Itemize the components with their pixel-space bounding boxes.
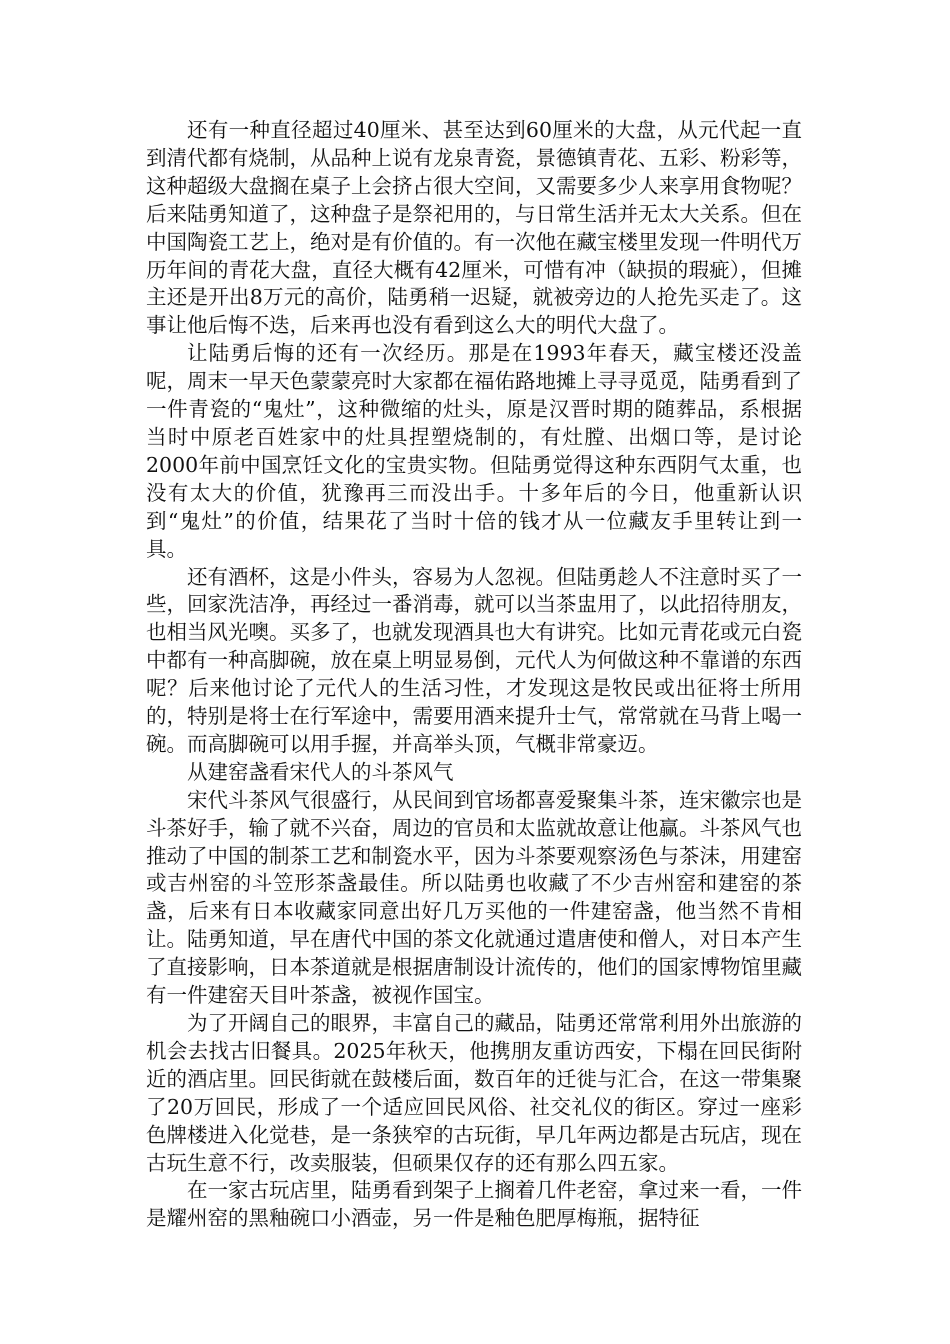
paragraph-xian-trip: 为了开阔自己的眼界，丰富自己的藏品，陆勇还常常利用外出旅游的机会去找古旧餐具。2025年秋天，他携朋友重访西安，下榻在回民街附近的酒店里。回民街就在鼓楼后面，数百年的迁徙与汇合，在这一带集聚了20万回民，形成了一个适应回民风俗、社交礼仪的街区。穿过一座彩色牌楼进入化觉巷，是一条狭窄的古玩街，早几年两边都是古玩店，现在古玩生意不行，改卖服装，但硕果仅存的还有那么四五家。 (146, 1011, 802, 1175)
section-heading: 从建窑盏看宋代人的斗茶风气 (187, 759, 454, 784)
paragraph-wine-cups: 还有酒杯，这是小件头，容易为人忽视。但陆勇趁人不注意时买了一些，回家洗洁净，再经过一番消毒，就可以当茶盅用了，以此招待朋友，也相当风光噢。买多了，也就发现酒具也大有讲究。比如元青花或元白瓷中都有一种高脚碗，放在桌上明显易倒，元代人为何做这种不靠谱的东西呢？后来他讨论了元代人的生活习性，才发现这是牧民或出征将士所用的，特别是将士在行军途中，需要用酒来提升士气，常常就在马背上喝一碗。而高脚碗可以用手握，并高举头顶，气概非常豪迈。 (146, 564, 802, 756)
paragraph-antique-shop: 在一家古玩店里，陆勇看到架子上搁着几件老窑，拿过来一看，一件是耀州窑的黑釉碗口小酒壶，另一件是釉色肥厚梅瓶，据特征 (146, 1178, 802, 1231)
paragraph-large-plates: 还有一种直径超过40厘米、甚至达到60厘米的大盘，从元代起一直到清代都有烧制，从品种上说有龙泉青瓷，景德镇青花、五彩、粉彩等，这种超级大盘搁在桌子上会挤占很大空间，又需要多少人来享用食物呢？后来陆勇知道了，这种盘子是祭祀用的，与日常生活并无太大关系。但在中国陶瓷工艺上，绝对是有价值的。有一次他在藏宝楼里发现一件明代万历年间的青花大盘，直径大概有42厘米，可惜有冲（缺损的瑕疵），但摊主还是开出8万元的高价，陆勇稍一迟疑，就被旁边的人抢先买走了。这事让他后悔不迭，后来再也没有看到这么大的明代大盘了。 (146, 118, 802, 338)
paragraph-ghost-stove: 让陆勇后悔的还有一次经历。那是在1993年春天，藏宝楼还没盖呢，周末一早天色蒙蒙亮时大家都在福佑路地摊上寻寻觅觅，陆勇看到了一件青瓷的“鬼灶”，这种微缩的灶头，原是汉晋时期的随葬品，系根据当时中原老百姓家中的灶具捏塑烧制的，有灶膛、出烟口等，是讨论2000年前中国烹饪文化的宝贵实物。但陆勇觉得这种东西阴气太重，也没有太大的价值，犹豫再三而没出手。十多年后的今日，他重新认识到“鬼灶”的价值，结果花了当时十倍的钱才从一位藏友手里转让到一具。 (146, 341, 802, 561)
document-body (146, 117, 802, 1233)
paragraph-tea-contest: 宋代斗茶风气很盛行，从民间到官场都喜爱聚集斗茶，连宋徽宗也是斗茶好手，输了就不兴奋，周边的官员和太监就故意让他赢。斗茶风气也推动了中国的制茶工艺和制瓷水平，因为斗茶要观察汤色与茶沫，用建窑或吉州窑的斗笠形茶盏最佳。所以陆勇也收藏了不少吉州窑和建窑的茶盏，后来有日本收藏家同意出好几万买他的一件建窑盏，他当然不肯相让。陆勇知道，早在唐代中国的茶文化就通过遣唐使和僧人，对日本产生了直接影响，日本茶道就是根据唐制设计流传的，他们的国家博物馆里藏有一件建窑天目叶茶盏，被视作国宝。 (146, 787, 802, 1008)
